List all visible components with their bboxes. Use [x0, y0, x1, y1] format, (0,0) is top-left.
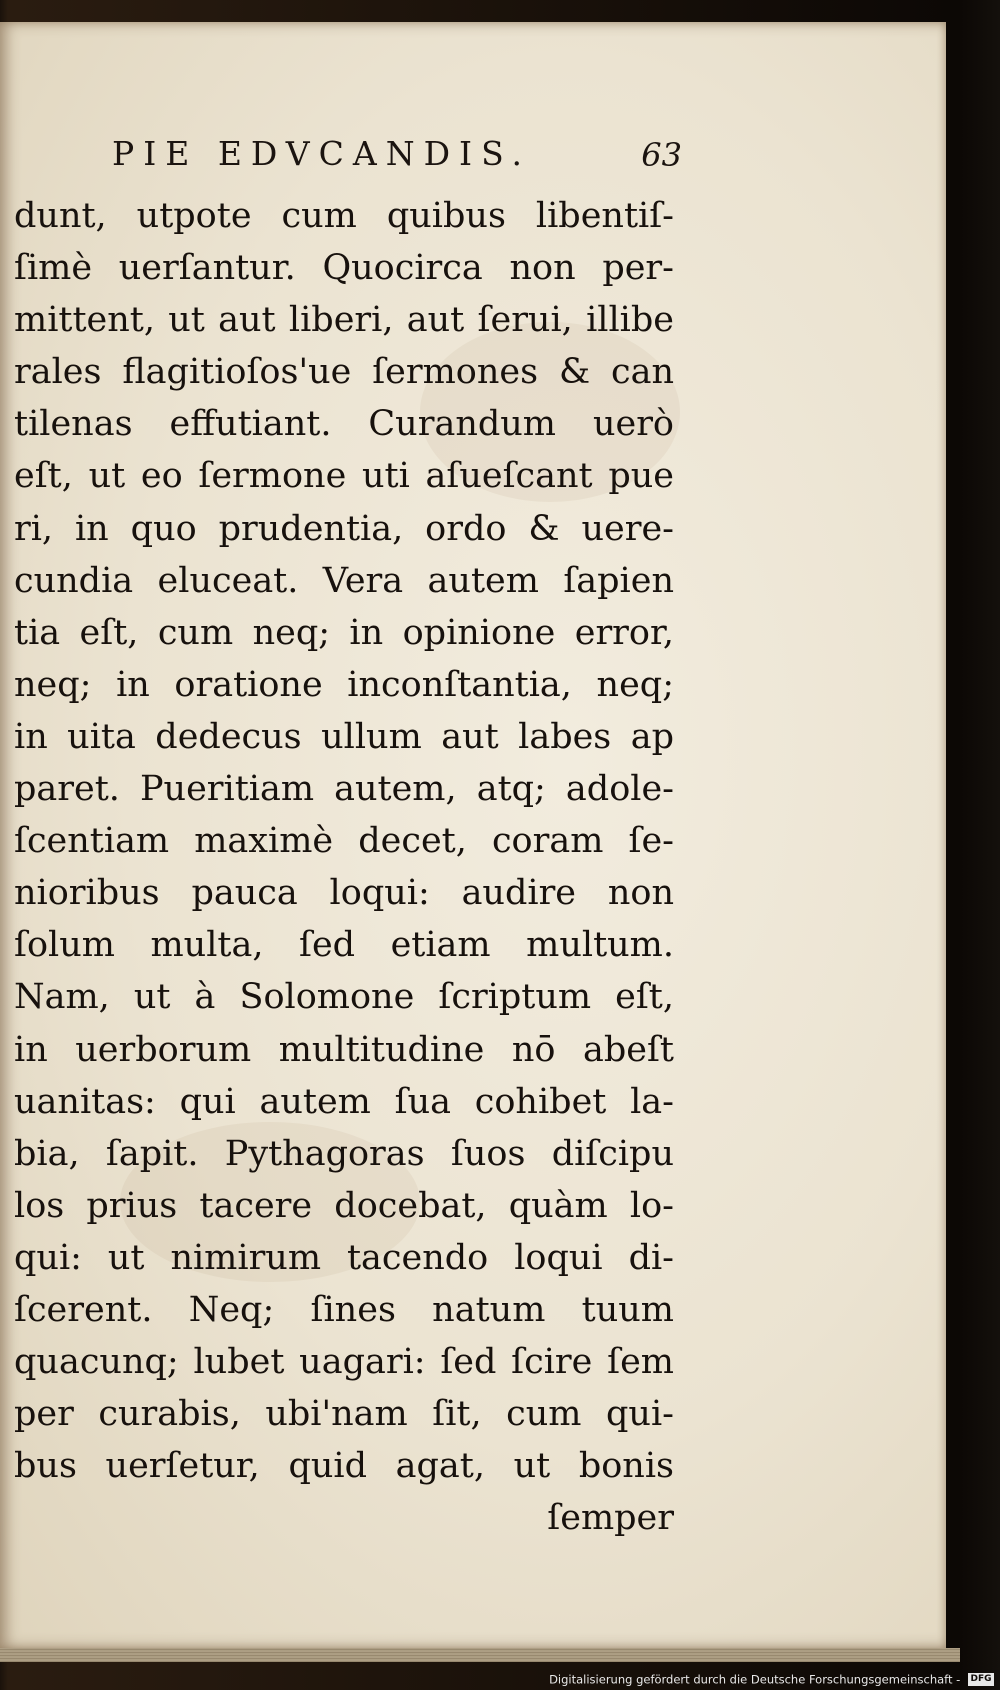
- dfg-logo-icon: DFG: [968, 1673, 994, 1686]
- page-fore-edge: [0, 1648, 960, 1662]
- text-line: ri, in quo prudentia, ordo & uere-: [14, 508, 674, 549]
- text-line: Nam, ut à Solomone ſcriptum eſt,: [14, 977, 674, 1018]
- text-line: quacunq; lubet uagari: ſed ſcire ſem: [14, 1342, 674, 1383]
- text-line: tilenas effutiant. Curandum uerò: [14, 404, 674, 445]
- text-line: dunt, utpote cum quibus libentiſ-: [14, 196, 674, 236]
- digitization-credit: [549, 1670, 994, 1688]
- catchword: ſemper: [547, 1498, 674, 1539]
- text-line: bus uerſetur, quid agat, ut bonis: [14, 1446, 674, 1487]
- text-line: mittent, ut aut liberi, aut ſerui, illibe: [14, 300, 674, 341]
- text-line: qui: ut nimirum tacendo loqui di-: [14, 1237, 674, 1278]
- text-line: nioribus pauca loqui: audire non: [14, 873, 674, 914]
- running-title: PIE EDVCANDIS.: [112, 134, 531, 173]
- text-line: per curabis, ubi'nam ſit, cum qui-: [14, 1394, 674, 1435]
- credit-text: Digitalisierung gefördert durch die Deutsche Forschungsgemeinschaft -: [549, 1672, 961, 1687]
- body-text: [14, 190, 674, 1544]
- text-line: ſolum multa, ſed etiam multum.: [14, 925, 674, 966]
- text-line: rales flagitioſos'ue ſermones & can: [14, 352, 674, 393]
- text-line: tia eſt, cum neq; in opinione error,: [14, 612, 674, 653]
- text-line: los prius tacere docebat, quàm lo-: [14, 1185, 674, 1226]
- text-line: in uita dedecus ullum aut labes ap: [14, 716, 674, 757]
- text-line: neq; in oratione inconſtantia, neq;: [14, 664, 674, 705]
- text-line: ſcentiam maximè decet, coram ſe-: [14, 821, 674, 862]
- text-line: eſt, ut eo ſermone uti aſueſcant pue: [14, 456, 674, 497]
- text-line: in uerborum multitudine nō abeſt: [14, 1029, 674, 1070]
- text-line: ſcerent. Neq; ſines natum tuum: [14, 1289, 674, 1330]
- text-line: cundia eluceat. Vera autem ſapien: [14, 560, 674, 601]
- page-number: 63: [641, 136, 682, 174]
- text-line: paret. Pueritiam autem, atq; adole-: [14, 769, 674, 810]
- book-page: [0, 22, 946, 1648]
- text-line: bia, ſapit. Pythagoras ſuos diſcipu: [14, 1133, 674, 1174]
- text-line: ſimè uerſantur. Quocirca non per-: [14, 248, 674, 289]
- text-line: uanitas: qui autem ſua cohibet la-: [14, 1081, 674, 1122]
- running-head: [112, 134, 682, 184]
